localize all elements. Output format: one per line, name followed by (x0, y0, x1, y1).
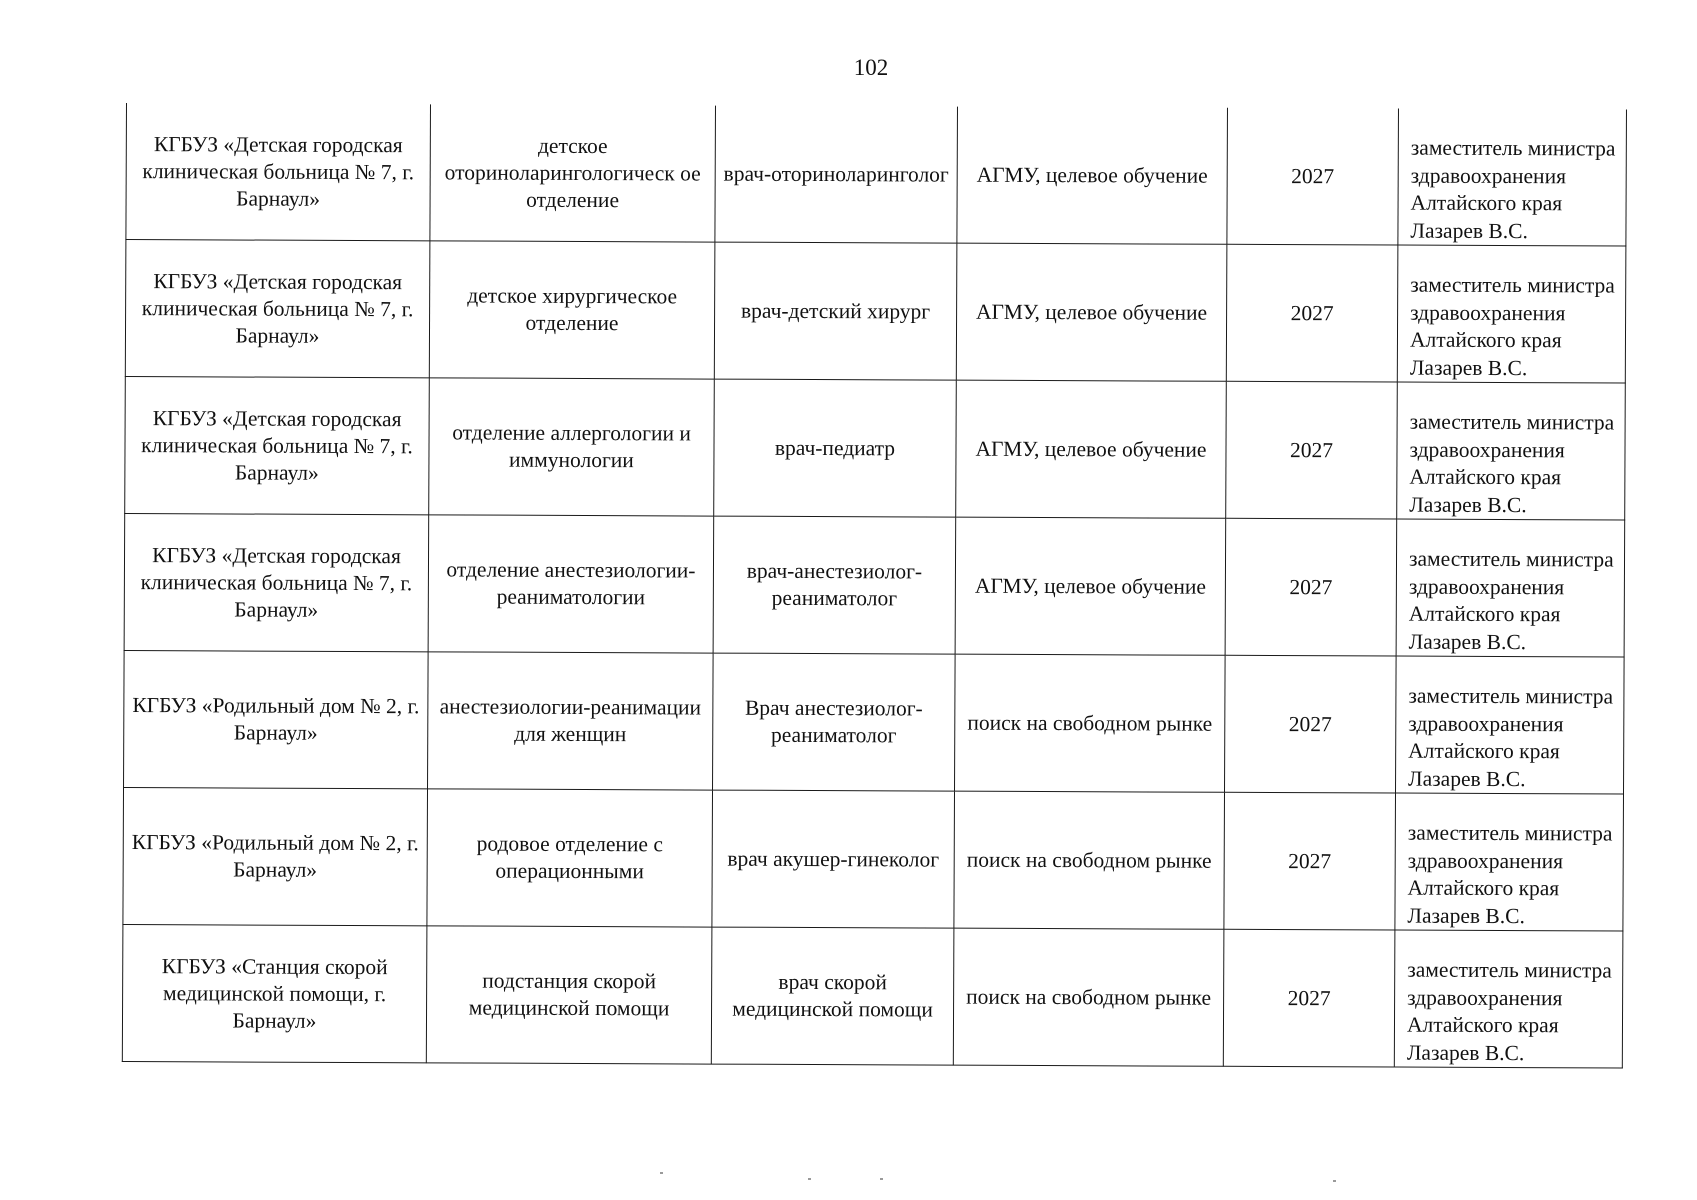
source-cell: поиск на свободном рынке (955, 654, 1226, 792)
responsible-cell: заместитель министра здравоохранения Алтайского края Лазарев В.С. (1395, 793, 1624, 931)
position-cell: врач акушер-гинеколог (712, 790, 955, 928)
source-cell: поиск на свободном рынке (954, 791, 1225, 929)
responsible-cell: заместитель министра здравоохранения Алтайского края Лазарев В.С. (1396, 656, 1625, 794)
responsible-cell: заместитель министра здравоохранения Алтайского края Лазарев В.С. (1396, 519, 1625, 657)
organization-cell: КГБУЗ «Детская городская клиническая больница № 7, г. Барнаул» (124, 513, 429, 651)
table-row (126, 103, 1627, 246)
scan-speck (808, 1178, 811, 1180)
department-cell: родовое отделение с операционными (427, 789, 713, 927)
source-cell: АГМУ, целевое обучение (956, 380, 1227, 518)
department-cell: подстанция скорой медицинской помощи (426, 926, 712, 1064)
year-cell: 2027 (1226, 381, 1398, 519)
source-cell: АГМУ, целевое обучение (956, 243, 1227, 381)
department-cell: отделение аллергологии и иммунологии (429, 378, 715, 516)
organization-cell: КГБУЗ «Станция скорой медицинской помощи, г. Барнаул» (122, 924, 427, 1062)
source-cell: АГМУ, целевое обучение (955, 517, 1226, 655)
position-cell: врач-анестезиолог-реаниматолог (713, 516, 956, 654)
responsible-cell: заместитель министра здравоохранения Алтайского края Лазарев В.С. (1398, 109, 1627, 246)
source-cell: поиск на свободном рынке (953, 928, 1224, 1066)
staffing-table (122, 103, 1627, 1069)
position-cell: врач-оториноларинголог (715, 106, 958, 244)
position-cell: Врач анестезиолог-реаниматолог (713, 653, 956, 791)
responsible-cell: заместитель министра здравоохранения Алтайского края Лазарев В.С. (1394, 930, 1623, 1068)
table-row (123, 787, 1624, 931)
page-number: 102 (853, 55, 889, 80)
department-cell: анестезиологии-реанимации для женщин (428, 652, 714, 790)
organization-cell: КГБУЗ «Родильный дом № 2, г. Барнаул» (123, 787, 428, 925)
position-cell: врач скорой медицинской помощи (711, 927, 954, 1065)
table-row (125, 240, 1626, 384)
table-row (124, 513, 1625, 657)
year-cell: 2027 (1224, 792, 1396, 930)
organization-cell: КГБУЗ «Родильный дом № 2, г. Барнаул» (124, 650, 429, 788)
department-cell: детское оториноларингологическ ое отделение (430, 104, 716, 242)
organization-cell: КГБУЗ «Детская городская клиническая больница № 7, г. Барнаул» (126, 103, 431, 241)
responsible-cell: заместитель министра здравоохранения Алтайского края Лазарев В.С. (1397, 245, 1626, 383)
organization-cell: КГБУЗ «Детская городская клиническая больница № 7, г. Барнаул» (125, 240, 430, 378)
table-row (124, 650, 1625, 794)
department-cell: детское хирургическое отделение (429, 241, 715, 379)
year-cell: 2027 (1223, 929, 1395, 1067)
year-cell: 2027 (1225, 655, 1397, 793)
position-cell: врач-детский хирург (714, 242, 957, 380)
table-row (125, 376, 1626, 520)
responsible-cell: заместитель министра здравоохранения Алтайского края Лазарев В.С. (1397, 382, 1626, 520)
position-cell: врач-педиатр (714, 379, 957, 517)
year-cell: 2027 (1226, 244, 1398, 382)
scan-speck (1333, 1180, 1336, 1182)
table-row (122, 924, 1623, 1068)
year-cell: 2027 (1225, 518, 1397, 656)
scan-speck (880, 1178, 883, 1180)
department-cell: отделение анестезиологии-реаниматологии (428, 515, 714, 653)
organization-cell: КГБУЗ «Детская городская клиническая больница № 7, г. Барнаул» (125, 376, 430, 514)
scan-speck (660, 1172, 663, 1174)
source-cell: АГМУ, целевое обучение (957, 107, 1228, 245)
year-cell: 2027 (1227, 108, 1399, 245)
